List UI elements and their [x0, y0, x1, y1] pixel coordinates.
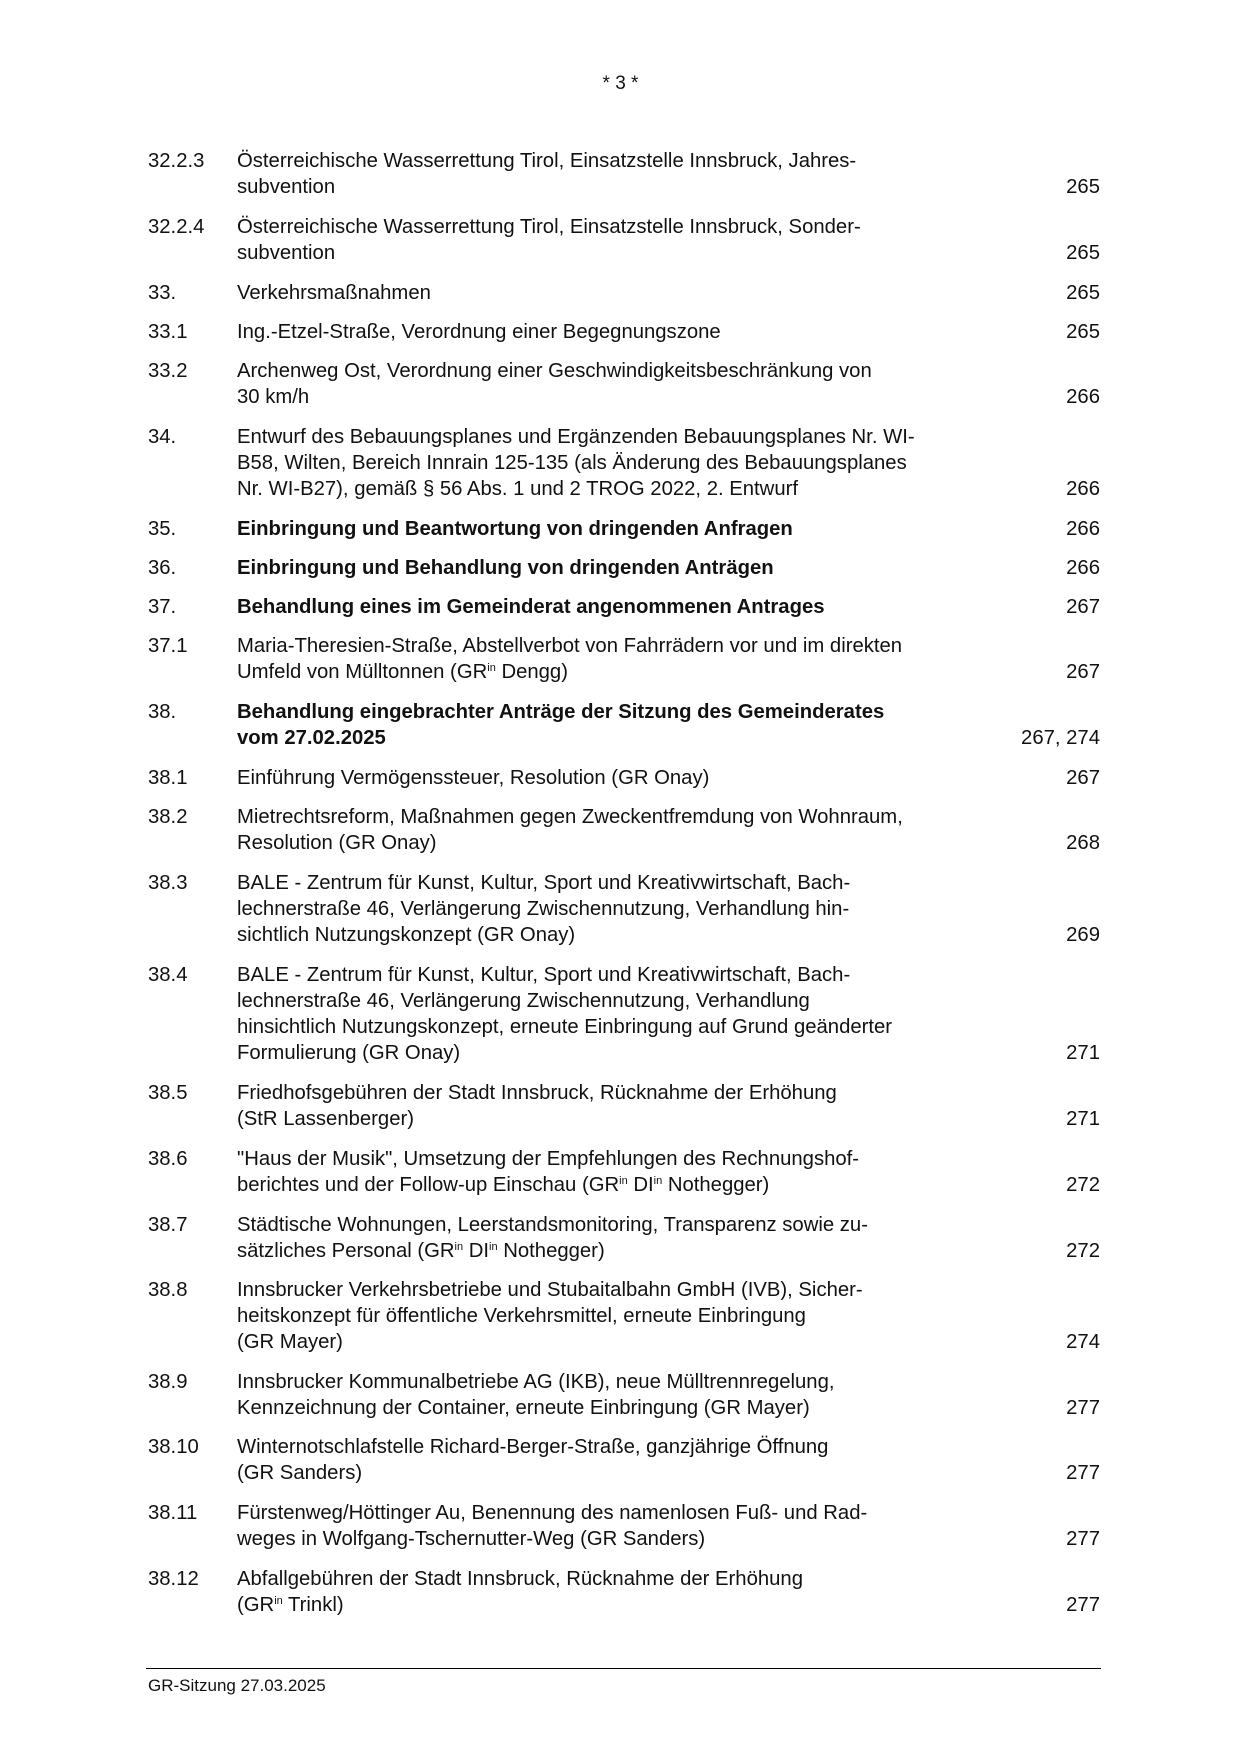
toc-entry	[148, 699, 1100, 751]
entry-number: 38.5	[148, 1082, 188, 1104]
entry-title	[237, 1434, 1007, 1486]
footer-text: GR-Sitzung 27.03.2025	[148, 1676, 326, 1695]
entry-title-line: Verkehrsmaßnahmen	[237, 282, 431, 304]
entry-page: 268	[1066, 832, 1100, 854]
entry-title-line: Resolution (GR Onay)	[237, 832, 437, 854]
toc-entry	[148, 1146, 1100, 1198]
toc-entry	[148, 1500, 1100, 1552]
entry-title-line: sätzliches Personal ($GR^{in}$ $DI^{in}$ Nothegger)	[237, 1240, 605, 1262]
entry-page: 266	[1066, 557, 1100, 579]
entry-title-line: Kennzeichnung der Container, erneute Einbringung (GR Mayer)	[237, 1397, 810, 1419]
toc-entry	[148, 765, 1100, 791]
toc-entry	[148, 962, 1100, 1066]
entry-title	[237, 280, 1007, 306]
toc-entry	[148, 1369, 1100, 1421]
entry-title	[237, 1277, 1007, 1355]
entry-page: 266	[1066, 386, 1100, 408]
entry-title-line: Einbringung und Behandlung von dringenden Anträgen	[237, 557, 774, 579]
entry-page: 271	[1066, 1042, 1100, 1064]
entry-title-line: subvention	[237, 176, 336, 198]
entry-title	[237, 962, 1007, 1066]
entry-title	[237, 594, 1007, 620]
entry-title-line: subvention	[237, 242, 336, 264]
entry-title	[237, 804, 1007, 856]
entry-page: 267	[1066, 596, 1100, 618]
entry-title-line: vom 27.02.2025	[237, 727, 386, 749]
toc-entry	[148, 870, 1100, 948]
entry-number: 33.2	[148, 360, 188, 382]
entry-number: 38.11	[148, 1502, 198, 1524]
entry-title-line: Österreichische Wasserrettung Tirol, Einsatzstelle Innsbruck, Jahres-	[237, 150, 857, 172]
entry-number: 37.1	[148, 635, 188, 657]
entry-title	[237, 1146, 1007, 1198]
entry-title-line: ($GR^{in}$ Trinkl)	[237, 1594, 344, 1616]
entry-title-line: Formulierung (GR Onay)	[237, 1042, 461, 1064]
footer-divider	[146, 1668, 1101, 1669]
entry-title-line: weges in Wolfgang-Tschernutter-Weg (GR Sanders)	[237, 1528, 706, 1550]
entry-title-line: Innsbrucker Verkehrsbetriebe und Stubaitalbahn GmbH (IVB), Sicher-	[237, 1279, 863, 1301]
entry-title-line: Städtische Wohnungen, Leerstandsmonitoring, Transparenz sowie zu-	[237, 1214, 868, 1236]
entry-page: 265	[1066, 176, 1100, 198]
entry-page: 266	[1066, 518, 1100, 540]
entry-title	[237, 555, 1007, 581]
entry-number: 32.2.3	[148, 150, 205, 172]
entry-title-line: Einbringung und Beantwortung von dringenden Anfragen	[237, 518, 793, 540]
entry-number: 38.2	[148, 806, 188, 828]
entry-number: 38.12	[148, 1568, 199, 1590]
entry-page: 267, 274	[1021, 727, 1100, 749]
entry-page: 266	[1066, 478, 1100, 500]
entry-number: 38.3	[148, 872, 188, 894]
entry-title-line: Umfeld von Mülltonnen ($GR^{in}$ Dengg)	[237, 661, 568, 683]
entry-page: 269	[1066, 924, 1100, 946]
entry-title-line: Friedhofsgebühren der Stadt Innsbruck, Rücknahme der Erhöhung	[237, 1082, 837, 1104]
entry-title-line: Behandlung eingebrachter Anträge der Sitzung des Gemeinderates	[237, 701, 885, 723]
toc-entry	[148, 1566, 1100, 1618]
entry-title-line: Winternotschlafstelle Richard-Berger-Straße, ganzjährige Öffnung	[237, 1436, 829, 1458]
entry-title-line: Entwurf des Bebauungsplanes und Ergänzenden Bebauungsplanes Nr. WI-	[237, 426, 915, 448]
entry-number: 38.	[148, 701, 177, 723]
toc-entry	[148, 1277, 1100, 1355]
entry-title-line: 30 km/h	[237, 386, 310, 408]
entry-title-line: Maria-Theresien-Straße, Abstellverbot von Fahrrädern vor und im direkten	[237, 635, 903, 657]
entry-number: 38.7	[148, 1214, 188, 1236]
entry-number: 34.	[148, 426, 177, 448]
entry-title-line: Fürstenweg/Höttinger Au, Benennung des namenlosen Fuß- und Rad-	[237, 1502, 868, 1524]
toc-entry	[148, 516, 1100, 542]
entry-title-line: BALE - Zentrum für Kunst, Kultur, Sport und Kreativwirtschaft, Bach-	[237, 964, 851, 986]
entry-title	[237, 516, 1007, 542]
entry-title-line: lechnerstraße 46, Verlängerung Zwischennutzung, Verhandlung hin-	[237, 898, 850, 920]
toc-entry	[148, 319, 1100, 345]
entry-title-line: Archenweg Ost, Verordnung einer Geschwindigkeitsbeschränkung von	[237, 360, 872, 382]
toc-entry	[148, 804, 1100, 856]
entry-page: 272	[1066, 1240, 1100, 1262]
entry-title-line: Ing.-Etzel-Straße, Verordnung einer Begegnungszone	[237, 321, 721, 343]
entry-number: 38.9	[148, 1371, 188, 1393]
entry-number: 38.10	[148, 1436, 199, 1458]
entry-title-line: Österreichische Wasserrettung Tirol, Einsatzstelle Innsbruck, Sonder-	[237, 216, 861, 238]
entry-title	[237, 1369, 1007, 1421]
entry-number: 33.1	[148, 321, 188, 343]
entry-title-line: sichtlich Nutzungskonzept (GR Onay)	[237, 924, 576, 946]
entry-title	[237, 358, 1007, 410]
entry-number: 38.4	[148, 964, 188, 986]
entry-page: 277	[1066, 1397, 1100, 1419]
entry-title	[237, 765, 1007, 791]
toc-entry	[148, 1434, 1100, 1486]
toc-entry	[148, 1212, 1100, 1264]
entry-title-line: Innsbrucker Kommunalbetriebe AG (IKB), neue Mülltrennregelung,	[237, 1371, 835, 1393]
entry-page: 267	[1066, 661, 1100, 683]
entry-title	[237, 424, 1007, 502]
entry-number: 35.	[148, 518, 177, 540]
entry-title-line: berichtes und der Follow-up Einschau ($GR^{in}$ $DI^{in}$ Nothegger)	[237, 1174, 770, 1196]
entry-page: 267	[1066, 767, 1100, 789]
entry-title	[237, 1566, 1007, 1618]
entry-title-line: (GR Mayer)	[237, 1331, 343, 1353]
entry-number: 38.8	[148, 1279, 188, 1301]
entry-title-line: heitskonzept für öffentliche Verkehrsmittel, erneute Einbringung	[237, 1305, 806, 1327]
entry-page: 271	[1066, 1108, 1100, 1130]
entry-title-line: Behandlung eines im Gemeinderat angenommenen Antrages	[237, 596, 825, 618]
entry-title	[237, 319, 1007, 345]
entry-page: 265	[1066, 321, 1100, 343]
entry-page: 277	[1066, 1528, 1100, 1550]
page-number: * 3 *	[602, 73, 639, 94]
entry-title-line: Abfallgebühren der Stadt Innsbruck, Rücknahme der Erhöhung	[237, 1568, 803, 1590]
entry-title-line: (StR Lassenberger)	[237, 1108, 414, 1130]
entry-title-line: Mietrechtsreform, Maßnahmen gegen Zweckentfremdung von Wohnraum,	[237, 806, 903, 828]
entry-page: 277	[1066, 1594, 1100, 1616]
entry-title	[237, 1080, 1007, 1132]
entry-number: 36.	[148, 557, 177, 579]
entry-title-line: B58, Wilten, Bereich Innrain 125-135 (als Änderung des Bebauungsplanes	[237, 452, 907, 474]
entry-title-line: BALE - Zentrum für Kunst, Kultur, Sport und Kreativwirtschaft, Bach-	[237, 872, 851, 894]
entry-title	[237, 148, 1007, 200]
entry-title-line: lechnerstraße 46, Verlängerung Zwischennutzung, Verhandlung	[237, 990, 810, 1012]
toc-entry	[148, 424, 1100, 502]
entry-title-line: "Haus der Musik", Umsetzung der Empfehlungen des Rechnungshof-	[237, 1148, 860, 1170]
toc-entry	[148, 1080, 1100, 1132]
toc-entry	[148, 148, 1100, 200]
entry-number: 38.1	[148, 767, 188, 789]
entry-title	[237, 1500, 1007, 1552]
entry-number: 33.	[148, 282, 177, 304]
entry-page: 277	[1066, 1462, 1100, 1484]
toc-entry	[148, 358, 1100, 410]
entry-number: 38.6	[148, 1148, 188, 1170]
entry-number: 37.	[148, 596, 177, 618]
entry-title	[237, 214, 1007, 266]
toc-entry	[148, 214, 1100, 266]
entry-page: 265	[1066, 282, 1100, 304]
entry-title	[237, 699, 1007, 751]
entry-page: 265	[1066, 242, 1100, 264]
toc-entry	[148, 594, 1100, 620]
entry-title-line: (GR Sanders)	[237, 1462, 363, 1484]
entry-page: 274	[1066, 1331, 1100, 1353]
toc-entry	[148, 280, 1100, 306]
entry-page: 272	[1066, 1174, 1100, 1196]
entry-title	[237, 633, 1007, 685]
entry-title	[237, 870, 1007, 948]
toc-entry	[148, 633, 1100, 685]
entry-title	[237, 1212, 1007, 1264]
entry-title-line: Nr. WI-B27), gemäß § 56 Abs. 1 und 2 TROG 2022, 2. Entwurf	[237, 478, 799, 500]
toc-entry	[148, 555, 1100, 581]
entry-number: 32.2.4	[148, 216, 205, 238]
entry-title-line: Einführung Vermögenssteuer, Resolution (GR Onay)	[237, 767, 710, 789]
entry-title-line: hinsichtlich Nutzungskonzept, erneute Einbringung auf Grund geänderter	[237, 1016, 893, 1038]
